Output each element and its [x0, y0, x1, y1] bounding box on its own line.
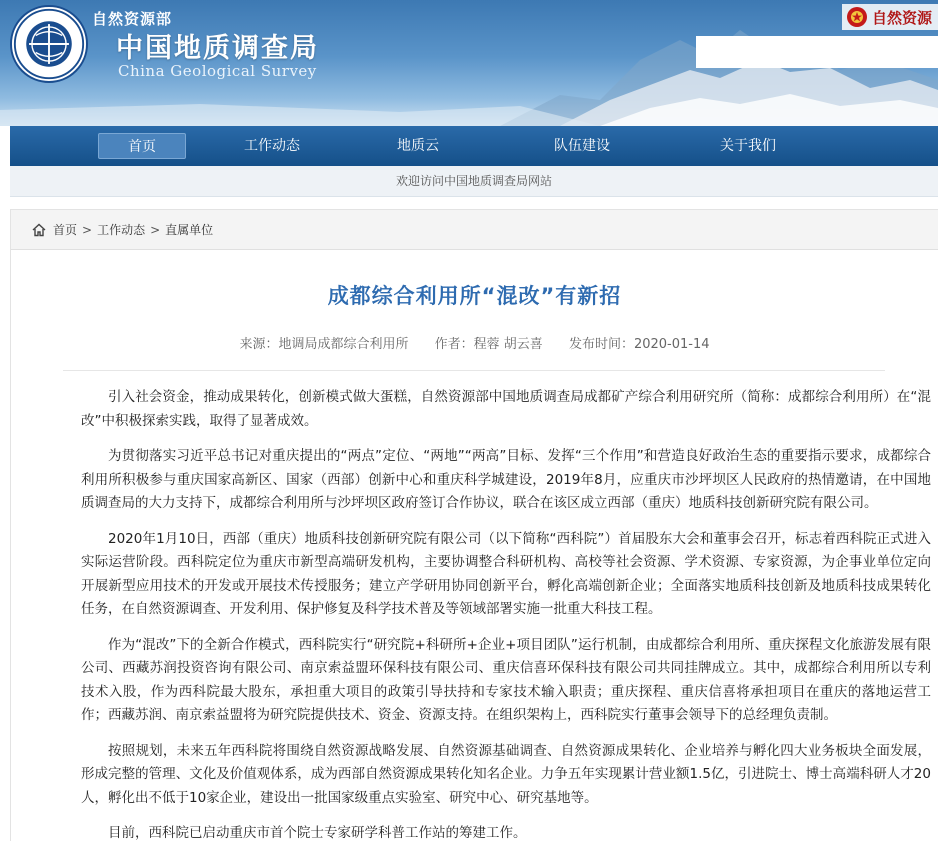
- article-author: 作者：程蓉 胡云喜: [434, 337, 543, 352]
- nav-item-about[interactable]: 关于我们: [720, 138, 776, 154]
- article-source: 来源：地调局成都综合利用所: [239, 337, 409, 352]
- org-ministry-label: 自然资源部: [92, 10, 173, 28]
- article-meta: [11, 333, 938, 352]
- article-paragraph: 作为“混改”下的全新合作模式，西科院实行“研究院+科研所+企业+项目团队”运行机制，由成都综合利用所、重庆探程文化旅游发展有限公司、西藏苏润投资咨询有限公司、南京索益盟环保科技有限公司、重庆信喜环保科技有限公司共同挂牌成立。其中，成都综合利用所以专利技术入股，作为西科院最大股东，承担重大项目的政策引导扶持和专家技术输入职责；重庆探程、重庆信喜将承担项目在重庆的落地运营工作；西藏苏润、南京索益盟将为研究院提供技术、资金、资源支持。在组织架构上，西科院实行董事会领导下的总经理负责制。: [81, 636, 931, 723]
- article-title: 成都综合利用所“混改”有新招: [327, 284, 622, 308]
- ministry-link[interactable]: [842, 4, 938, 30]
- article-body: [81, 386, 931, 841]
- breadcrumb-work-news-link[interactable]: 工作动态: [97, 223, 146, 237]
- org-name-english: China Geological Survey: [118, 62, 317, 80]
- nav-item-team[interactable]: 队伍建设: [554, 138, 610, 154]
- article-paragraph: 2020年1月10日，西部（重庆）地质科技创新研究院有限公司（以下简称“西科院”）首届股东大会和董事会召开，标志着西科院正式进入实际运营阶段。西科院定位为重庆市新型高端研发机构，主要协调整合科研机构、高校等社会资源、学术资源、专家资源，为企事业单位定向开展新型应用技术的开发或开展技术传授服务；建立产学研用协同创新平台，孵化高端创新企业；全面落实地质科技创新及地质科技成果转化任务，在自然资源调查、开发利用、保护修复及科学技术普及等领域部署实施一批重大科技工程。: [81, 530, 931, 617]
- nav-item-geocloud[interactable]: 地质云: [397, 138, 439, 154]
- article-paragraph: 引入社会资金，推动成果转化，创新模式做大蛋糕，自然资源部中国地质调查局成都矿产综合利用研究所（简称：成都综合利用所）在“混改”中积极探索实践，取得了显著成效。: [81, 389, 931, 429]
- breadcrumb-separator: >: [82, 222, 93, 237]
- national-emblem-icon: [846, 6, 868, 28]
- ministry-badge-label: 自然资源: [871, 8, 932, 27]
- site-header: [0, 0, 938, 126]
- main-nav: [10, 126, 938, 166]
- breadcrumb-units-link[interactable]: 直属单位: [165, 223, 214, 237]
- org-name[interactable]: 中国地质调查局: [116, 33, 319, 64]
- breadcrumb: [11, 210, 938, 250]
- article-paragraph: 目前，西科院已启动重庆市首个院士专家研学科普工作站的筹建工作。: [108, 825, 527, 841]
- breadcrumb-home-link[interactable]: 首页: [53, 223, 78, 237]
- search-input[interactable]: [696, 36, 938, 68]
- home-icon: [31, 222, 47, 238]
- cgs-logo-icon[interactable]: [10, 5, 88, 83]
- nav-item-work-news[interactable]: 工作动态: [244, 138, 300, 154]
- nav-item-home[interactable]: 首页: [98, 133, 186, 159]
- welcome-bar: 欢迎访问中国地质调查局网站: [10, 166, 938, 197]
- article-date: 发布时间：2020-01-14: [568, 337, 710, 352]
- breadcrumb-separator: >: [150, 222, 161, 237]
- meta-divider: [63, 370, 885, 371]
- content-panel: [10, 209, 938, 841]
- article-paragraph: 按照规划，未来五年西科院将围绕自然资源战略发展、自然资源基础调查、自然资源成果转化、企业培养与孵化四大业务板块全面发展，形成完整的管理、文化及价值观体系，成为西部自然资源成果转化知名企业。力争五年实现累计营业额1.5亿，引进院士、博士高端科研人才20人，孵化出不低于10家企业，建设出一批国家级重点实验室、研究中心、研究基地等。: [81, 742, 931, 806]
- article-paragraph: 为贯彻落实习近平总书记对重庆提出的“两点”定位、“两地”“两高”目标、发挥“三个作用”和营造良好政治生态的重要指示要求，成都综合利用所积极参与重庆国家高新区、国家（西部）创新中心和重庆科学城建设，2019年8月，应重庆市沙坪坝区人民政府的热情邀请，在中国地质调查局的大力支持下，成都综合利用所与沙坪坝区政府签订合作协议，联合在该区成立西部（重庆）地质科技创新研究院有限公司。: [81, 448, 931, 511]
